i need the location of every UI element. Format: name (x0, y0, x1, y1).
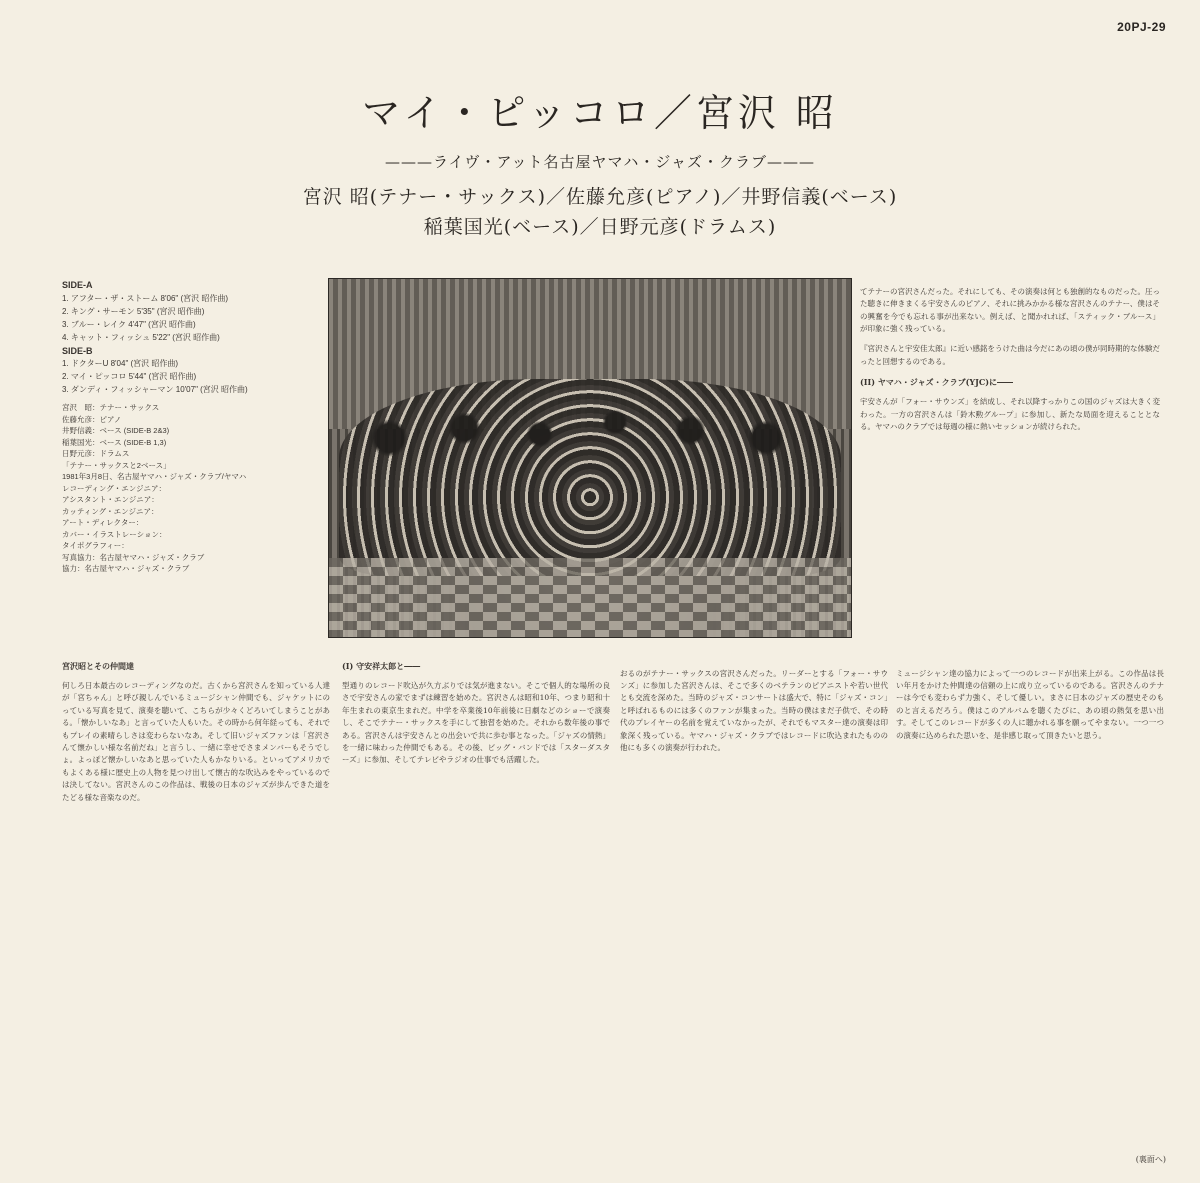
credits-line-1: 宮沢 昭(テナー・サックス)／佐藤允彦(ピアノ)／井野信義(ベース) (302, 186, 898, 208)
personnel-line: アシスタント・エンジニア： (62, 495, 159, 504)
side-a-label: SIDE-A (62, 280, 93, 290)
credits-line-2: 稲葉国光(ベース)／日野元彦(ドラムス) (423, 216, 777, 238)
personnel-line: 井野信義：ベース (SIDE-B 2&3) (62, 426, 170, 435)
personnel-line: 「テナー・サックスと2ベース」 (62, 460, 171, 470)
album-title: マイ・ピッコロ／宮沢 昭 (362, 91, 838, 135)
liner-paragraph: 何しろ日本最古のレコーディングなのだ。古くから宮沢さんを知っている人達が「宮ちゃん」と呼び親しんでいるミュージシャン仲間でも、ジャケットにのっている写真を見て、演奏を聴いて、こちらが少々くどろいてしまうことがある。「懐かしいなあ」と言っていた人もいた。その時から何年経っても、それでもプレイの素晴らしさは変わらないなあ。そして旧いジャズファンは「宮沢さんて懐かしい様な名前だね」と言うし、一緒に幸せでさまメンバーもそうでしょ。よっぽど懐かしいなあと思っていた人もかなりいる。といってアメリカでもよくある様に歴史上の人物を見つけ出して懐古的な吹込みをやっているのでは決してない。宮沢さんのこの作品は、戦後の日本のジャズが歩んできた道をたどる様な音楽なのだ。 (62, 680, 330, 802)
personnel-line: カッティング・エンジニア： (62, 506, 159, 516)
liner-section-heading: (II) ヤマハ・ジャズ・クラブ(YJC)に―― (860, 377, 1014, 388)
personnel-line: タイポグラフィー： (62, 541, 129, 550)
liner-paragraph: 宇安さんが「フォー・サウンズ」を結成し、それ以降すっかりこの国のジャズは大きく変わった。一方の宮沢さんは「鈴木勲グループ」に参加し、新たな局面を迎えることとなる。ヤマハのクラブでは毎週の様に熱いセッションが続けられた。 (860, 397, 1160, 432)
liner-paragraph: 型通りのレコード吹込が久方ぶりでは気が進まない。そこで個人的な場所の良さで宇安さんの家でまずは練習を始めた。宮沢さんは昭和10年、つまり昭和十年生まれの東京生まれだ。中学を卒業後10年前後に日劇などのショーで演奏し、そこでテナー・サックスを手にして独習を始めた。それから数年後の事である。宮沢さんは宇安さんとの出会いで共に歩む事となった。「ジャズの情熱」を一緒に味わった仲間でもある。その後、ビッグ・バンドでは「スターダスターズ」に参加、そしてテレビやラジオの仕事でも活躍した。 (342, 680, 610, 765)
liner-notes-column-2 (342, 660, 610, 774)
photo-crowd (339, 379, 840, 576)
personnel-line: レコーディング・エンジニア： (62, 483, 167, 493)
tracklist (62, 278, 324, 575)
personnel-line: 稲葉国光：ベース (SIDE-B 1,3) (62, 437, 167, 447)
personnel-line: 写真協力：名古屋ヤマハ・ジャズ・クラブ (62, 552, 205, 562)
personnel-line: 協力：名古屋ヤマハ・ジャズ・クラブ (62, 564, 190, 573)
track-item: 1. ドクターU 8'04" (宮沢 昭作曲) (62, 359, 179, 368)
personnel-line: 佐藤允彦：ピアノ (62, 414, 122, 424)
liner-section-heading: 宮沢昭とその仲間達 (62, 661, 134, 671)
track-item: 2. マイ・ピッコロ 5'44" (宮沢 昭作曲) (62, 372, 197, 381)
photo-floor (329, 558, 851, 637)
catalog-number: 20PJ-29 (1117, 20, 1166, 34)
track-item: 1. アフター・ザ・ストーム 8'06" (宮沢 昭作曲) (62, 293, 229, 303)
liner-paragraph: おるのがテナー・サックスの宮沢さんだった。リーダーとする「フォー・サウンズ」に参加した宮沢さんは、そこで多くのベテランのピアニストや若い世代とも交流を深めた。当時のジャズ・コンサートは盛大で、特に「ジャズ・コン」と呼ばれるものには多くのファンが集まった。当時の僕はまだ子供で、その時代のプレイヤーの名前を覚えていなかったが、それでもマスター達の演奏は印象深く残っている。ヤマハ・ジャズ・クラブではレコードに吹込まれたものの他にも多くの演奏が行われた。 (620, 668, 888, 752)
personnel-line: アート・ディレクター： (62, 518, 144, 527)
liner-paragraph: ミュージシャン達の協力によって一つのレコードが出来上がる。この作品は長い年月をかけた仲間達の信頼の上に成り立っているのである。宮沢さんのテナーは今でも変わらず力強く、そして優しい。まさに日本のジャズの歴史そのものと言えるだろう。僕はこのアルバムを聴くたびに、あの頃の熱気を思い出す。そしてこのレコードが多くの人に聴かれる事を願ってやまない。一つ一つの演奏に込められた思いを、是非感じ取って頂きたいと思う。 (896, 668, 1164, 740)
liner-paragraph: てテナーの宮沢さんだった。それにしても、その演奏は何とも独創的なものだった。圧った聴きに伸きまくる宇安さんのピアノ、それに挑みかかる様な宮沢さんのテナー、僕はその興奮を今でも忘れる事が出来ない。例えば、と聞かれれば、「スティック・ブルース」が印象に強く残っている。 (860, 286, 1160, 334)
personnel-line: 日野元彦：ドラムス (62, 449, 130, 458)
liner-paragraph: 『宮沢さんと宇安佳太郎』に近い感銘をうけた曲は今だにあの頃の僕が同時期的な体験だったと回想するのである。 (860, 344, 1160, 366)
liner-notes-column-4 (896, 660, 1164, 749)
header (0, 82, 1200, 242)
track-item: 2. キング・サーモン 5'35" (宮沢 昭作曲) (62, 306, 205, 316)
credits (0, 182, 1200, 242)
group-photo (328, 278, 852, 638)
track-item: 3. ダンディ・フィッシャーマン 10'07" (宮沢 昭作曲) (62, 385, 248, 394)
personnel-line: 1981年3月8日、名古屋ヤマハ・ジャズ・クラブ/ヤマハ (62, 472, 247, 481)
album-subtitle: ———ライヴ・アット名古屋ヤマハ・ジャズ・クラブ——— (384, 153, 816, 171)
liner-notes-column-1 (62, 660, 330, 811)
side-b-label: SIDE-B (62, 345, 93, 356)
liner-section-heading: (I) 守安祥太郎と―― (342, 661, 421, 671)
personnel-line: カバー・イラストレーション： (62, 529, 167, 539)
continued-note: (裏面へ) (1135, 1155, 1166, 1164)
personnel-line: 宮沢 昭：テナー・サックス (62, 403, 160, 412)
track-item: 3. ブルー・レイク 4'47" (宮沢 昭作曲) (62, 319, 196, 329)
liner-notes-column-3 (620, 660, 888, 762)
liner-notes-right-column (860, 278, 1160, 441)
track-item: 4. キャット・フィッシュ 5'22" (宮沢 昭作曲) (62, 332, 220, 342)
